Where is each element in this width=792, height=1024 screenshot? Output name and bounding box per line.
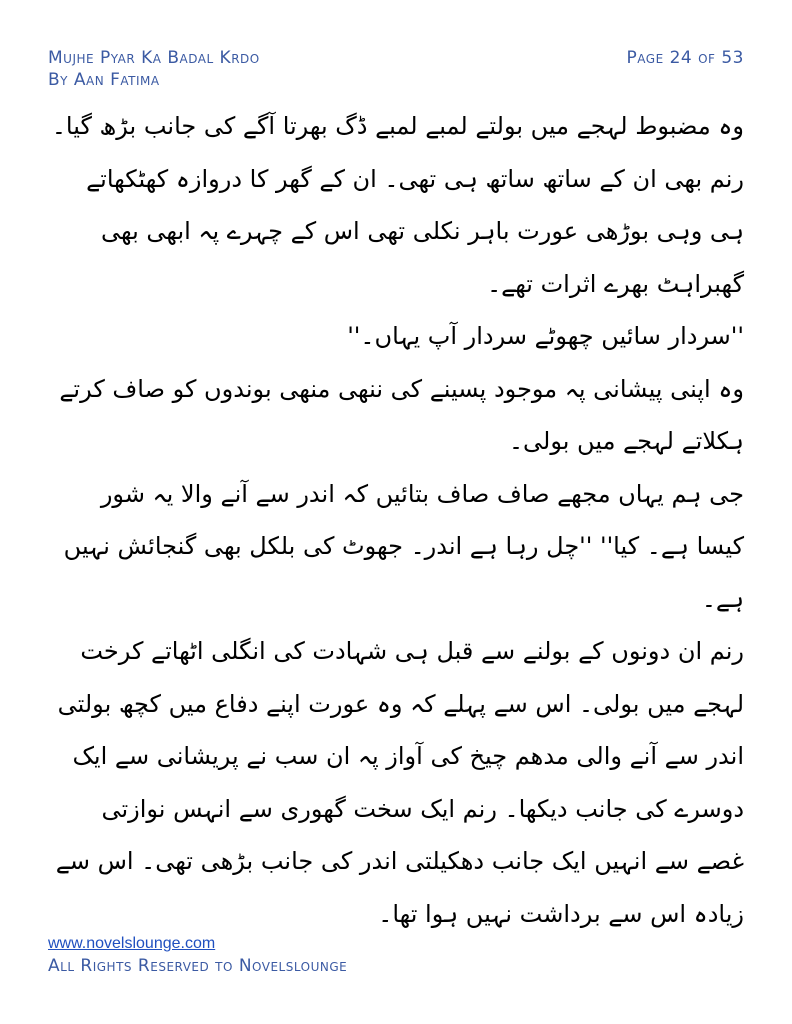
rights-notice: All Rights Reserved to Novelslounge xyxy=(48,956,348,976)
paragraph-5: رنم ان دونوں کے بولنے سے قبل ہی شہادت کی انگلی اٹھاتے کرخت لہجے میں بولی۔ اس سے پہلے کہ وہ عورت اپنے دفاع میں کچھ بولتی اندر سے آنے والی مدھم چیخ کی آواز پہ ان سب نے پریشانی سے ایک دوسرے کی جانب دیکھا۔ رنم ایک سخت گھوری سے انہس نوازتی غصے سے انہیں ایک جانب دھکیلتی اندر کی جانب بڑھی تھی۔ اس سے زیادہ اس سے برداشت نہیں ہوا تھا۔ xyxy=(55,637,744,928)
novel-title: Mujhe Pyar Ka Badal Krdo xyxy=(48,48,260,68)
author-name: By Aan Fatima xyxy=(48,70,160,90)
page-number: Page 24 of 53 xyxy=(626,48,744,68)
page-body xyxy=(48,100,744,940)
website-link[interactable]: www.novelslounge.com xyxy=(48,935,216,952)
paragraph-3: وہ اپنی پیشانی پہ موجود پسینے کی ننھی منھی بوندوں کو صاف کرتے ہکلاتے لہجے میں بولی۔ xyxy=(59,374,744,455)
paragraph-2: ''سردار سائیں چھوٹے سردار آپ یہاں۔'' xyxy=(347,322,744,350)
paragraph-1: وہ مضبوط لہجے میں بولتے لمبے لمبے ڈگ بھرتا آگے کی جانب بڑھ گیا۔ رنم بھی ان کے ساتھ ساتھ ہی تھی۔ ان کے گھر کا دروازہ کھٹکھاتے ہی وہی بوڑھی عورت باہر نکلی تھی اس کے چہرے پہ ابھی بھی گھبراہٹ بھرے اثرات تھے۔ xyxy=(51,112,744,298)
paragraph-4: جی ہم یہاں مجھے صاف صاف بتائیں کہ اندر سے آنے والا یہ شور کیسا ہے۔ کیا'' ''چل رہا ہے اندر۔ جھوٹ کی بلکل بھی گنجائش نہیں ہے۔ xyxy=(63,479,744,613)
